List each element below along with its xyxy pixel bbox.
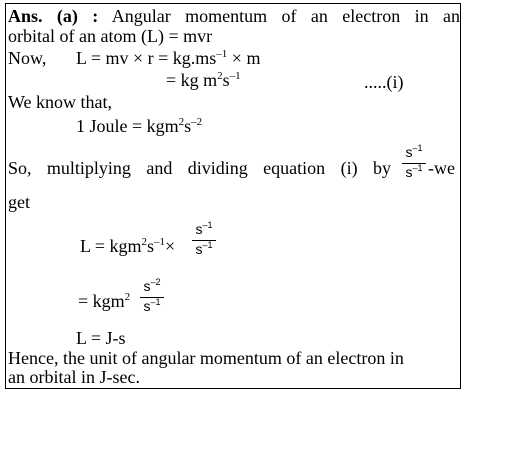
- step-2: [78, 291, 130, 314]
- step1-denominator: [192, 242, 216, 258]
- step-1: [80, 236, 175, 259]
- fraction-s-over-s: [402, 145, 426, 181]
- get-text: get: [8, 192, 30, 212]
- eq2-text: = kg m: [166, 70, 218, 90]
- step2-num-base: s: [143, 278, 151, 294]
- step2-den-base: s: [143, 298, 151, 314]
- step2-den-exp: –1: [150, 297, 161, 307]
- step2-num-exp: –2: [150, 277, 161, 287]
- step2-exponent: 2: [124, 291, 131, 303]
- intro-continuation: orbital of an atom (L) = mvr: [8, 26, 213, 46]
- fraction-num-exp: –1: [412, 143, 423, 153]
- joule-exponent-1: 2: [178, 116, 185, 128]
- step2-denominator: [140, 299, 164, 315]
- intro-text: Angular momentum of an electron in an: [111, 6, 460, 26]
- step1-den-base: s: [195, 241, 203, 257]
- step1-fraction: [192, 222, 216, 258]
- answer-first-line: [8, 6, 460, 26]
- eq2-exponent-2: –1: [229, 70, 241, 82]
- conclusion-line-1: Hence, the unit of angular momentum of an electron in: [8, 348, 404, 368]
- step2-fraction: [140, 279, 164, 315]
- equation-2: [166, 70, 241, 93]
- equation-reference: .....(i): [364, 72, 404, 92]
- joule-definition: [76, 116, 202, 139]
- fraction-den-base: s: [405, 164, 413, 180]
- we-know-text: We know that,: [8, 92, 113, 112]
- step1-numerator: [192, 222, 216, 238]
- fraction-denominator: [402, 165, 426, 181]
- conclusion-line-2: an orbital in J-sec.: [8, 367, 140, 387]
- step1-left: L = kgm: [80, 236, 142, 256]
- eq2-exponent-1: 2: [217, 70, 223, 82]
- eq1-exponent: –1: [216, 48, 228, 60]
- answer-label: Ans. (a) :: [8, 6, 99, 26]
- joule-text: 1 Joule = kgm: [76, 116, 179, 136]
- step2-numerator: [140, 279, 164, 295]
- step1-mid: s: [146, 236, 154, 256]
- eq1-right: × m: [227, 48, 261, 68]
- fraction-num-base: s: [405, 144, 413, 160]
- joule-exponent-2: –2: [191, 116, 203, 128]
- equation-1: [76, 48, 260, 71]
- step1-exponent-1: 2: [141, 236, 147, 248]
- we-text: -we: [428, 158, 455, 178]
- step1-num-base: s: [195, 221, 203, 237]
- eq2-mid: s: [222, 70, 230, 90]
- fraction-numerator: [402, 145, 426, 161]
- step1-exponent-2: –1: [154, 236, 165, 248]
- step1-num-exp: –1: [202, 220, 213, 230]
- step1-times: ×: [165, 236, 176, 256]
- now-label: Now,: [8, 48, 47, 68]
- fraction-den-exp: –1: [412, 163, 423, 173]
- joule-mid: s: [184, 116, 192, 136]
- so-text: So, multiplying and dividing equation (i) by: [8, 158, 391, 178]
- step1-den-exp: –1: [202, 240, 213, 250]
- step2-left: = kgm: [78, 291, 125, 311]
- result: L = J-s: [76, 328, 126, 348]
- eq1-left: L = mv × r = kg.ms: [76, 48, 217, 68]
